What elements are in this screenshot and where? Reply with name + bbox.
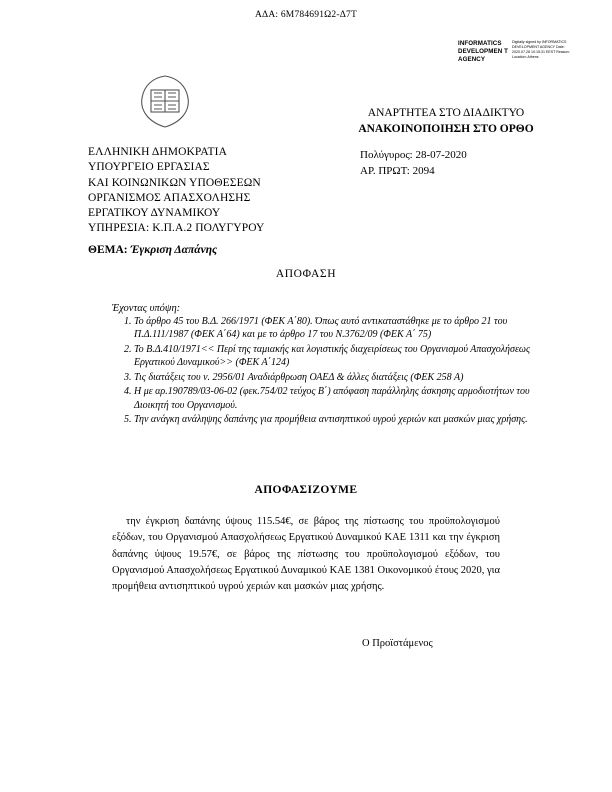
having-in-mind-label: Έχοντας υπόψη: — [112, 303, 181, 314]
subject-value: Έγκριση Δαπάνης — [130, 244, 218, 256]
organization-line: ΕΡΓΑΤΙΚΟΥ ΔΥΝΑΜΙΚΟΥ — [88, 207, 221, 220]
decide-title: ΑΠΟΦΑΣΙΖΟΥΜΕ — [254, 484, 358, 496]
publication-line-1: ΑΝΑΡΤΗΤΕΑ ΣΤΟ ΔΙΑΔΙΚΤΥΟ — [367, 107, 525, 119]
place-and-date: Πολύγυρος: 28-07-2020 — [360, 149, 467, 161]
decision-body-paragraph: την έγκριση δαπάνης ύψους 115.54€, σε βάρος της πίστωσης του προϋπολογισμού εξόδων, του Οργανισμού Απασχολήσεως Εργατικού Δυναμικού ΚΑΕ 1311 και την έγκριση δαπάνης ύψους 19.57€, σε βάρος της πίστωσης του προϋπολογισμού εξόδων, του Οργανισμού Απασχολήσεως Εργατικού Δυναμικού ΚΑΕ 1381 Οικονομικού έτους 2020, για προμήθεια αντισηπτικού υγρού χεριών και μασκών μιας χρήσης. — [112, 516, 500, 593]
decision-title: ΑΠΟΦΑΣΗ — [275, 268, 337, 280]
subject-line — [88, 244, 217, 256]
legal-basis-list — [112, 315, 534, 428]
publication-header — [316, 106, 576, 137]
organization-line: ΥΠΟΥΡΓΕΙΟ ΕΡΓΑΣΙΑΣ — [88, 161, 210, 174]
organization-line: ΕΛΛΗΝΙΚΗ ΔΗΜΟΚΡΑΤΙΑ — [88, 146, 227, 158]
organization-block — [88, 145, 264, 237]
signature-title: Ο Προϊστάμενος — [362, 638, 433, 649]
stamp-signature-details: Digitally signed by INFORMATICS DEVELOPMENT AGENCY Date: 2020.07.28 10:15:31 EEST Reason: Location: Athens — [512, 40, 570, 59]
greek-coat-of-arms-emblem — [130, 72, 200, 130]
publication-line-2: ΑΝΑΚΟΙΝΟΠΟΙΗΣΗ ΣΤΟ ΟΡΘΟ — [358, 122, 534, 135]
list-item: 4. Η με αρ.190789/03-06-02 (φεκ.754/02 τεύχος Β΄) απόφαση παράλληλης άσκησης αρμοδιοτήτων του Διοικητή του Οργανισμού. — [134, 385, 534, 411]
organization-line: ΟΡΓΑΝΙΣΜΟΣ ΑΠΑΣΧΟΛΗΣΗΣ — [88, 191, 251, 204]
list-item: 5. Την ανάγκη ανάληψης δαπάνης για προμήθεια αντισηπτικού υγρού χεριών και μασκών μιας χρήσης. — [134, 413, 534, 426]
protocol-number: ΑΡ. ΠΡΩΤ: 2094 — [360, 164, 435, 177]
list-item: 2. Το Β.Δ.410/1971<< Περί της ταμιακής και λογιστικής διαχειρίσεως του Οργανισμού Απασχολήσεως Εργατικού Δυναμικού>> (ΦΕΚ Α΄124) — [134, 343, 534, 369]
organization-line: ΚΑΙ ΚΟΙΝΩΝΙΚΩΝ ΥΠΟΘΕΣΕΩΝ — [88, 176, 261, 189]
list-item: 1. Το άρθρο 45 του Β.Δ. 266/1971 (ΦΕΚ Α΄80). Όπως αυτό αντικαταστάθηκε με το άρθρο 21 του Π.Δ.111/1987 (ΦΕΚ Α΄64) και με το άρθρο 17 του Ν.3762/09 (ΦΕΚ Α΄ 75) — [134, 315, 534, 341]
digital-signature-stamp — [458, 40, 578, 72]
ada-code-line: ΑΔΑ: 6Μ784691Ω2-Δ7Τ — [255, 10, 357, 20]
subject-label: ΘΕΜΑ: — [88, 244, 128, 256]
stamp-authority-text: INFORMATICS DEVELOPMEN T AGENCY — [458, 40, 509, 63]
document-meta-block — [360, 148, 467, 180]
organization-line: ΥΠΗΡΕΣΙΑ: Κ.Π.Α.2 ΠΟΛΥΓΥΡΟΥ — [88, 222, 265, 235]
list-item: 3. Τις διατάξεις του ν. 2956/01 Αναδιάρθρωση ΟΑΕΔ & άλλες διατάξεις (ΦΕΚ 258 Α) — [134, 371, 534, 384]
